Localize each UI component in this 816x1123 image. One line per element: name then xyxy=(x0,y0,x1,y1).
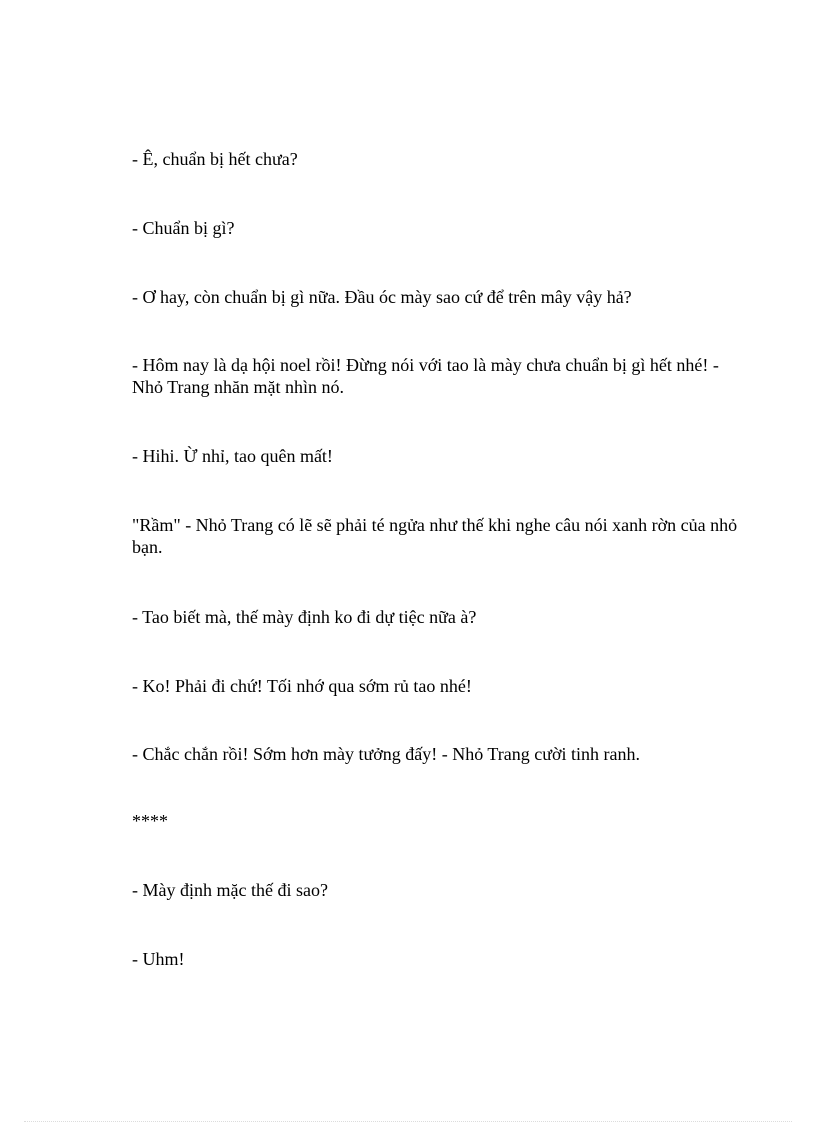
paragraph-10: - Mày định mặc thế đi sao? xyxy=(132,880,328,900)
paragraph-5: - Hihi. Ừ nhỉ, tao quên mất! xyxy=(132,446,333,466)
paragraph-8: - Ko! Phải đi chứ! Tối nhớ qua sớm rủ tao nhé! xyxy=(132,676,472,696)
paragraph-3: - Ơ hay, còn chuẩn bị gì nữa. Đầu óc mày sao cứ để trên mây vậy hả? xyxy=(132,287,632,307)
paragraph-6: "Rầm" - Nhỏ Trang có lẽ sẽ phải té ngửa như thế khi nghe câu nói xanh rờn của nhỏ bạn. xyxy=(132,515,738,557)
paragraph-1: - Ê, chuẩn bị hết chưa? xyxy=(132,149,298,169)
paragraph-2: - Chuẩn bị gì? xyxy=(132,218,235,238)
paragraph-9: - Chắc chắn rồi! Sớm hơn mày tưởng đấy! - Nhỏ Trang cười tinh ranh. xyxy=(132,744,641,764)
paragraph-4: - Hôm nay là dạ hội noel rồi! Đừng nói với tao là mày chưa chuẩn bị gì hết nhé! - Nhỏ Trang nhăn mặt nhìn nó. xyxy=(132,355,719,397)
section-separator: **** xyxy=(132,811,168,831)
page-bottom-divider xyxy=(24,1121,792,1122)
paragraph-11: - Uhm! xyxy=(132,949,185,969)
paragraph-7: - Tao biết mà, thế mày định ko đi dự tiệc nữa à? xyxy=(132,607,477,627)
